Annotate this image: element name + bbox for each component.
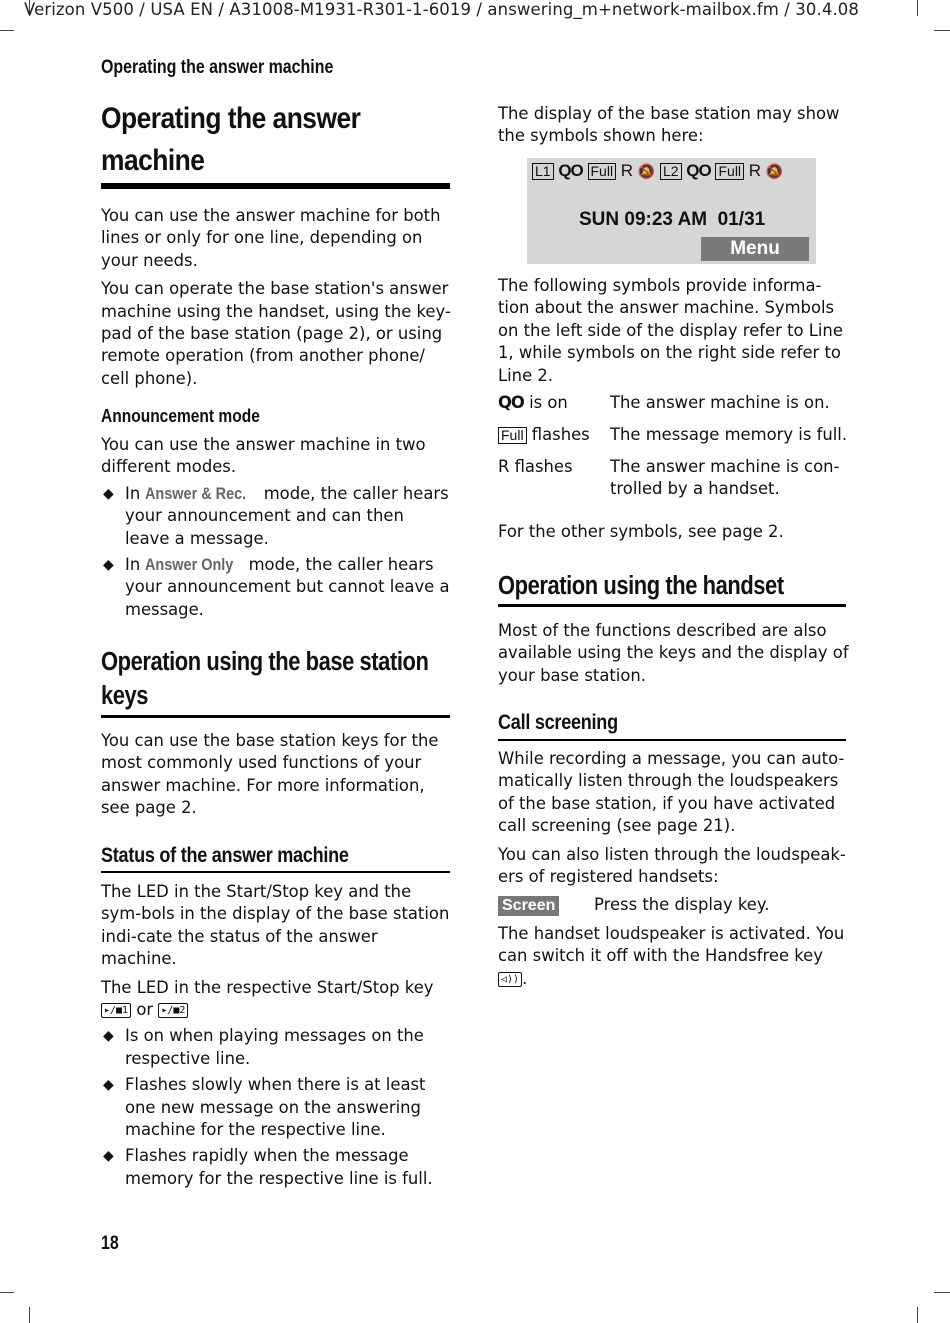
status-heading: Status of the answer machine (101, 844, 349, 867)
screening-paragraph-1: While recording a message, you can auto-matically listen through the loudspeakers of the base station, if you have activated call screening (see page 21). (498, 749, 845, 836)
announcement-paragraph: You can use the answer machine in two different modes. (101, 435, 426, 477)
page-number: 18 (101, 1233, 119, 1254)
tape-icon: QO (686, 161, 711, 180)
bullet-diamond-icon: ◆ (103, 557, 114, 574)
bullet-diamond-icon: ◆ (103, 1148, 114, 1165)
file-header-line: Verizon V500 / USA EN / A31008-M1931-R301-1-6019 / answering_m+network-mailbox.fm / 30.4.08 (24, 0, 859, 19)
call-screening-rule (498, 739, 846, 741)
display-symbol-row (532, 161, 783, 181)
menu-term-answer-rec: Answer & Rec. (145, 483, 247, 503)
crop-mark (29, 1307, 30, 1323)
other-symbols-paragraph: For the other symbols, see page 2. (498, 522, 784, 541)
base-keys-rule (101, 715, 450, 718)
full-icon: Full (715, 163, 744, 180)
page-title (101, 98, 471, 182)
call-screening-heading: Call screening (498, 711, 618, 734)
screening-paragraph-3: The handset loudspeaker is activated. You can switch it off with the Handsfree key ◁)) . (498, 923, 845, 988)
base-station-display (527, 158, 816, 264)
base-keys-paragraph: You can use the base station keys for the most commonly used functions of your answer machine. For more information, see page 2. (101, 731, 439, 818)
bell-off-icon: 🔕 (637, 163, 656, 179)
status-paragraph-2: The LED in the respective Start/Stop key ▸/■1 or ▸/■2 (101, 977, 434, 1020)
page-title-line1: Operating the answer (101, 102, 361, 135)
handset-heading: Operation using the handset (498, 572, 784, 600)
running-head: Operating the answer machine (101, 57, 334, 78)
menu-term-answer-only: Answer Only (145, 555, 234, 575)
crop-mark (917, 1307, 918, 1323)
page-title-line2: machine (101, 144, 205, 177)
table-row: QO is on The answer machine is on. (498, 393, 830, 412)
full-icon: Full (498, 427, 527, 444)
call-screening-section (498, 748, 850, 990)
start-stop-key-1-icon: ▸/■1 (101, 1003, 131, 1018)
tape-icon: QO (498, 393, 524, 412)
left-body-1 (101, 205, 451, 390)
announcement-section (101, 434, 451, 621)
crop-mark (917, 0, 918, 16)
crop-mark (0, 30, 14, 31)
crop-mark (934, 1292, 950, 1293)
bullet-diamond-icon: ◆ (103, 1077, 114, 1094)
r-icon: R (620, 161, 634, 180)
screen-display-key[interactable]: Screen (498, 896, 559, 916)
start-stop-key-2-icon: ▸/■2 (158, 1003, 188, 1018)
display-menu-button[interactable]: Menu (701, 237, 809, 261)
speaker-icon: ◁)) (498, 972, 522, 987)
handset-rule (498, 604, 846, 607)
crop-mark (934, 30, 950, 31)
bell-off-icon: 🔕 (765, 163, 784, 179)
r-icon: R (748, 161, 762, 180)
symbols-table (498, 392, 850, 501)
r-icon: R (498, 457, 510, 476)
list-item: ◆ In Answer & Rec. mode, the caller hears your announcement and can then leave a message. (103, 483, 449, 548)
list-item: ◆ Is on when playing messages on the respective line. (103, 1026, 424, 1068)
intro-paragraph: You can use the answer machine for both lines or only for one line, depending on your needs. (101, 206, 441, 270)
list-item: ◆ In Answer Only mode, the caller hears your announcement but cannot leave a message. (103, 555, 450, 619)
display-intro: The display of the base station may show the symbols shown here: (498, 104, 840, 146)
crop-mark (0, 1292, 14, 1293)
table-row: Full flashes The message memory is full. (498, 424, 850, 456)
status-section (101, 881, 453, 1190)
handset-paragraph: Most of the functions described are also available using the keys and the display of your base station. (498, 621, 849, 685)
status-rule (101, 871, 450, 873)
display-datetime: SUN 09:23 AM 01/31 (579, 209, 766, 230)
table-row: R flashes The answer machine is con-trolled by a handset. (498, 457, 840, 499)
list-item: ◆ Flashes slowly when there is at least one new message on the answering machine for the respective line. (103, 1075, 426, 1140)
screen-key-row: Screen Press the display key. (498, 894, 850, 916)
bullet-diamond-icon: ◆ (103, 485, 114, 502)
operation-paragraph: You can operate the base station's answer machine using the handset, using the key-pad of the base station (page 2), or using remote operation (from another phone/ cell phone). (101, 279, 451, 388)
base-keys-heading: Operation using the base station keys (101, 648, 429, 710)
tape-icon: QO (558, 161, 583, 180)
status-paragraph-1: The LED in the Start/Stop key and the sym-bols in the display of the base station indi-cate the status of the answer machine. (101, 882, 450, 969)
symbols-paragraph: The following symbols provide informa-tion about the answer machine. Symbols on the left side of the display refer to Line 1, while symbols on the right side refer to Line 2. (498, 276, 843, 385)
full-icon: Full (588, 163, 617, 180)
announcement-mode-heading: Announcement mode (101, 405, 260, 426)
title-rule (101, 183, 450, 189)
line1-icon: L1 (532, 163, 554, 180)
line2-icon: L2 (660, 163, 682, 180)
screening-paragraph-2: You can also listen through the loudspeak-ers of registered handsets: (498, 844, 846, 887)
bullet-diamond-icon: ◆ (103, 1028, 114, 1045)
list-item: ◆ Flashes rapidly when the message memory for the respective line is full. (103, 1146, 433, 1188)
